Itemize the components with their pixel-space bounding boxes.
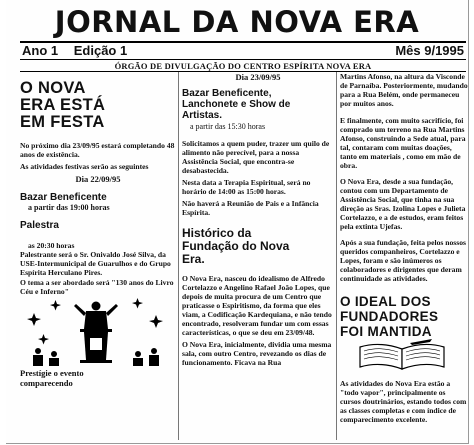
month-label: Mês 9/1995 [395,43,464,58]
event-time-23: a partir das 15:30 horas [190,122,266,131]
history-title-line: Fundação do Nova [182,239,290,253]
date-22: Dia 22/09/95 [75,174,121,184]
event2-theme: O tema a ser abordado será "130 anos do Livro Céu e Inferno" [20,278,174,296]
event2-time: as 20:30 horas [28,241,75,250]
history-paragraph-1: O Nova Era, nasceu do idealismo de Alfredo Cortelazzo e Angelino Rafael João Lopes, que depois de muita procura de um Centro que praticasse o Espiritismo, da forma que eles viam, a Codificação Kardequiana, e não tendo encontrado, resolveram fundar um com essas características, o que se deu em 23/09/48. [182,274,332,337]
masthead-title: JORNAL DA NOVA ERA [54,5,420,39]
history-paragraph-5: Após a sua fundação, feita pelos nossos queridos companheiros, Cortelazzo e Lopes, foram e são inúmeros os colaboradores e dirigentes que deram continuidade as atividades. [340,238,466,283]
year-label: Ano 1 [22,43,59,58]
column-2 [182,72,334,442]
caption-line: comparecendo [20,378,73,388]
open-book-illustration [340,339,466,373]
history-title-line: Histórico da [182,226,252,240]
date-23: Dia 23/09/95 [235,72,281,82]
therapy-schedule: Nesta data a Terapia Espiritual, será no horário de 14:00 as 15:00 horas. [182,178,311,196]
intro-text-2: As atividades festivas serão as seguintes [20,162,149,171]
event-title-23 [182,88,334,121]
event-title-line: Bazar Beneficente, [182,88,272,99]
headline-line: O NOVA [20,79,86,97]
event2-title: Palestra [20,220,59,231]
column-divider-1 [178,72,179,440]
event-title-line: Lanchonete e Show de [182,99,291,110]
donation-request: Solicitamos a quem puder, trazer um quilo de alimento não perecível, para a nossa Assistência Social, que encontra-se desabastecida. [182,139,330,175]
column-3 [340,72,468,442]
activities-paragraph: As atividades do Nova Era estão a "todo vapor", principalmente os cursos doutrinários, estando todos com as classes completas e com índice de comparecimento excelente. [340,379,467,424]
event-title-line: Artistas. [182,110,223,121]
edition-label: Edição 1 [73,43,128,58]
history-continued: Martins Afonso, na altura da Visconde de Parnaíba. Posteriormente, mudando para a Rua Belém, onde permaneceu por muitos anos. [340,72,468,108]
history-title-line: Era. [182,252,205,266]
history-title [182,227,334,266]
column-divider-2 [336,72,337,440]
history-paragraph-2: O Nova Era, inicialmente, dividia uma mesma sala, com outro Centro, revezando os dias de funcionamento. Ficava na Rua [182,340,332,367]
headline-ideal [340,294,468,339]
headline-festa [20,80,176,131]
meeting-notice: Não haverá a Reunião de Pais e a Infância Espírita. [182,199,319,217]
history-paragraph-4: O Nova Era, desde a sua fundação, contou com um Departamento de Assistência Social, que tinha na sua direção as Sras. Izolina Lopes e Julieta Cortelazzo, e a de estudos, eram feitos pela extinta Ujefas. [340,177,466,231]
headline-line: ERA ESTÁ [20,96,106,114]
masthead-rule-mid [20,59,466,60]
newspaper-page [6,0,469,444]
headline-line: FOI MANTIDA [340,324,432,339]
issue-info-row [20,44,466,58]
event2-speaker: Palestrante será o Sr. Onivaldo José Silva, da USE-Intermunicipal de Guarulhos e do Grupo Espírita Herculano Pires. [20,250,171,277]
event1-time: a partir das 19:00 horas [28,203,110,212]
illustration-caption [20,368,176,388]
podium-speaker-illustration [20,296,170,368]
event1-title: Bazar Beneficente [20,192,107,203]
headline-line: O IDEAL DOS [340,294,431,309]
caption-line: Prestígie o evento [20,368,84,378]
issue-left [22,44,139,58]
column-1 [20,72,176,442]
intro-text: No próximo dia 23/09/95 estará completando 48 anos de existência. [20,141,175,159]
headline-line: EM FESTA [20,113,105,131]
organ-line: ÓRGÃO DE DIVULGAÇÃO DO CENTRO ESPÍRITA NOVA ERA [114,61,372,71]
headline-line: FUNDADORES [340,309,439,324]
history-paragraph-3: E finalmente, com muito sacrifício, foi comprado um terreno na Rua Martins Afonso, construindo a Sede atual, para tal, contaram com muitas doações, tanto em materiais , como em mão de obra. [340,116,466,170]
